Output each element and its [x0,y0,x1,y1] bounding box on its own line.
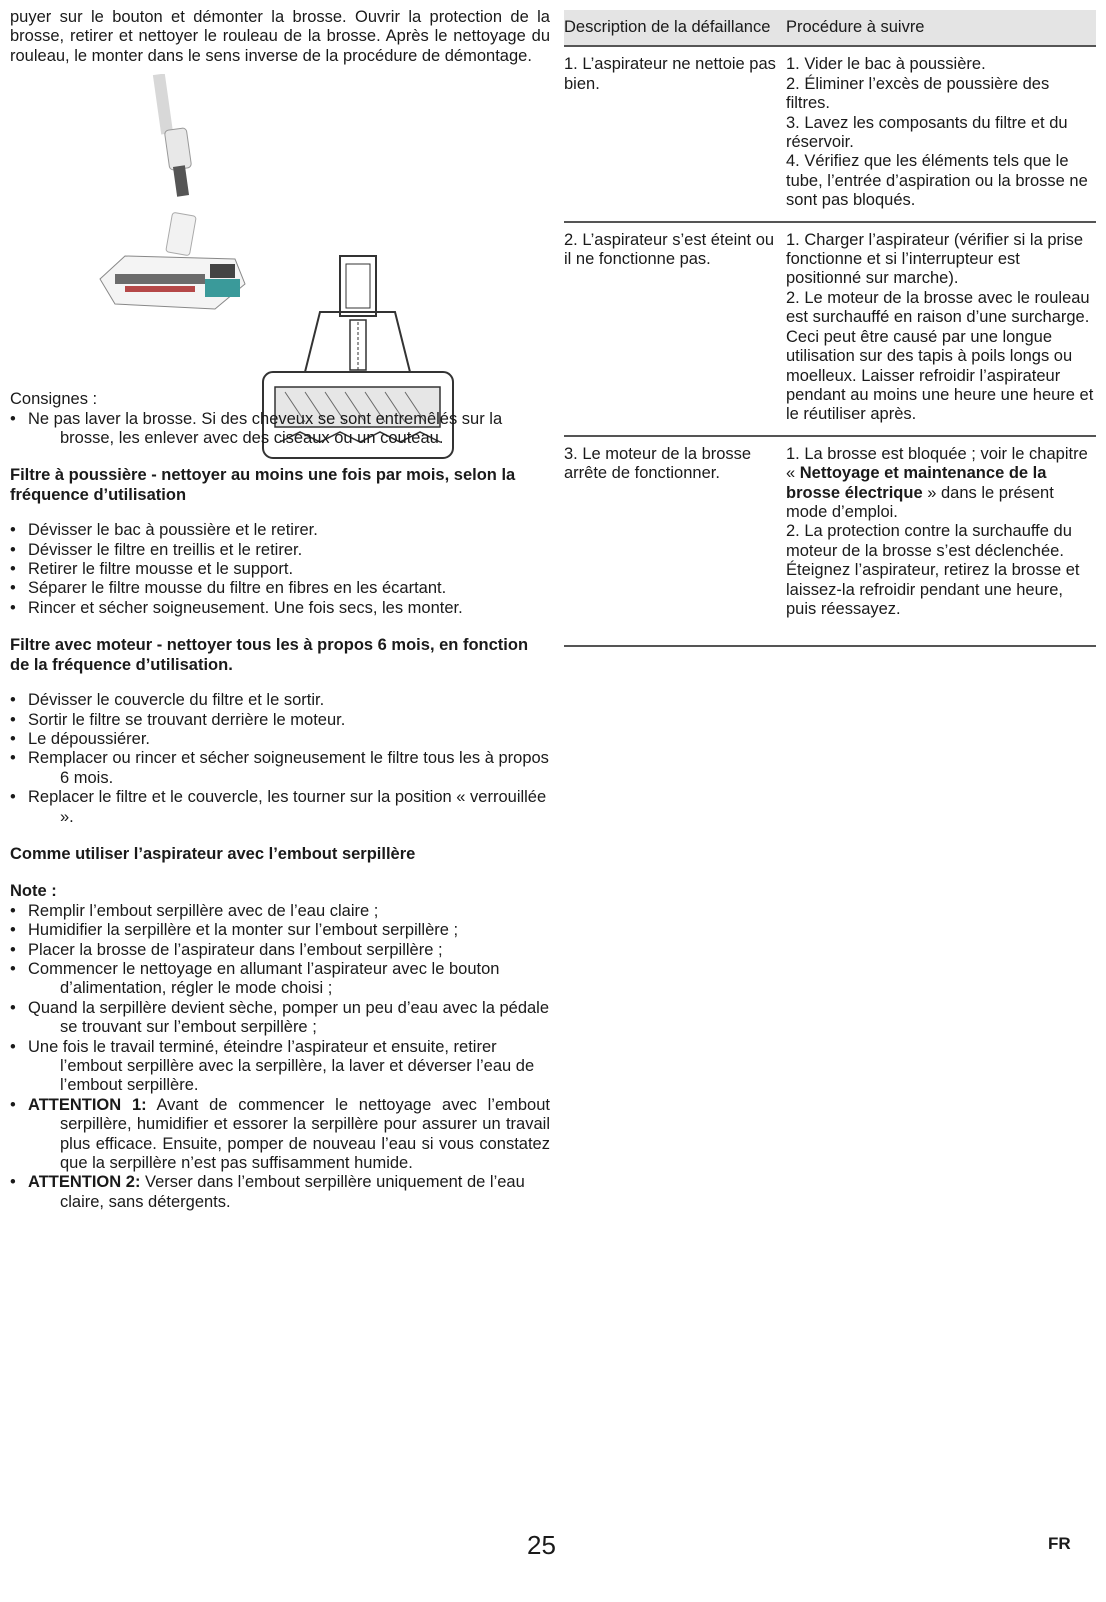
intro-paragraph: puyer sur le bouton et démonter la brosse. Ouvrir la protection de la brosse, retirer et nettoyer le rouleau de la brosse. Après le nettoyage du rouleau, le monter dans le sens inverse de la procédure de démontage. [10,8,550,65]
serpillere-heading: Comme utiliser l’aspirateur avec l’embout serpillère [10,844,416,863]
procedure-step: 2. Éliminer l’excès de poussière des filtres. [786,74,1050,113]
list-item: • Ne pas laver la brosse. Si des cheveux se sont entremêlés sur la brosse, les enlever avec des ciseaux ou un couteau. [10,410,550,449]
list-item: • Dévisser le filtre en treillis et le retirer. [10,541,550,560]
problem-cell: 2. L’aspirateur s’est éteint ou il ne fonctionne pas. [564,222,786,436]
list-item: • Dévisser le bac à poussière et le retirer. [10,521,550,540]
list-item: • Séparer le filtre mousse du filtre en fibres en les écartant. [10,579,550,598]
header-procedure: Procédure à suivre [786,10,1096,46]
right-column [564,10,1096,647]
problem-cell: 3. Le moteur de la brosse arrête de fonctionner. [564,436,786,647]
list-item: • Rincer et sécher soigneusement. Une fois secs, les monter. [10,599,550,618]
filtre-poussiere-heading: Filtre à poussière - nettoyer au moins une fois par mois, selon la fréquence d’utilisation [10,466,516,504]
procedure-cell [786,222,1096,436]
consignes-list [10,410,550,449]
brush-figure [10,74,550,384]
page-number: 25 [527,1530,556,1560]
procedure-cell [786,436,1096,647]
procedure-cell [786,46,1096,221]
procedure-step: 3. Lavez les composants du filtre et du réservoir. [786,113,1068,152]
procedure-step: 2. Le moteur de la brosse avec le rouleau est surchauffé en raison d’une surcharge. Ceci peut être causé par une longue utilisation sur des tapis à poils longs ou moelleux. Laisser refroidir l’aspirateur pendant au moins une heure une heure et le réutiliser après. [786,288,1094,424]
table-row [564,222,1096,436]
list-item: • Quand la serpillère devient sèche, pomper un peu d’eau avec la pédale se trouvant sur l’embout serpillère ; [10,999,550,1038]
attention-2-label: ATTENTION 2: [28,1173,141,1192]
list-item: • Retirer le filtre mousse et le support. [10,560,550,579]
attention-1-item [10,1096,550,1174]
procedure-step: 1. Charger l’aspirateur (vérifier si la prise fonctionne et si l’interrupteur est positionné sur marche). [786,230,1084,288]
table-header-row [564,10,1096,46]
note-label: Note : [10,882,57,901]
left-column [10,8,550,1212]
header-description: Description de la défaillance [564,10,786,46]
procedure-step: 2. La protection contre la surchauffe du moteur de la brosse s’est déclenchée. Éteignez l’aspirateur, retirez la brosse et laissez-la refroidir pendant une heure, puis réessayez. [786,522,1080,618]
list-item: • Remplacer ou rincer et sécher soigneusement le filtre tous les à propos 6 mois. [10,749,550,788]
language-code: FR [1048,1534,1071,1553]
serpillere-list [10,902,550,1213]
list-item: • Commencer le nettoyage en allumant l’aspirateur avec le bouton d’alimentation, régler le mode choisi ; [10,960,550,999]
list-item: • Le dépoussiérer. [10,730,550,749]
step-text: » dans le présent mode d’emploi. [786,483,1054,521]
attention-2-item [10,1173,550,1212]
table-row [564,436,1096,647]
list-item: • Replacer le filtre et le couvercle, les tourner sur la position « verrouillée ». [10,788,550,827]
list-item: • Une fois le travail terminé, éteindre l’aspirateur et ensuite, retirer l’embout serpillère avec la serpillère, la laver et déverser l’eau de l’embout serpillère. [10,1038,550,1096]
list-item: • Remplir l’embout serpillère avec de l’eau claire ; [10,902,550,921]
list-item: • Dévisser le couvercle du filtre et le sortir. [10,691,550,710]
step-text: 1. La brosse est bloquée ; voir le chapitre « [786,444,1088,483]
list-item: • Humidifier la serpillère et la monter sur l’embout serpillère ; [10,921,550,940]
brush-head-photo-icon [95,74,255,324]
procedure-step [786,445,1096,523]
filtre-moteur-list [10,691,550,827]
troubleshooting-table [564,10,1096,647]
attention-1-text: Avant de commencer le nettoyage avec l’embout serpillère, humidifier et essorer la serpillère pour assurer un travail plus efficace. Ensuite, pomper de nouveau l’eau si vous constatez que la serpillère n’est pas suffisamment humide. [60,1095,550,1173]
attention-1-label: ATTENTION 1: [28,1095,147,1114]
chapter-reference: Nettoyage et maintenance de la brosse électrique [786,464,1047,502]
procedure-step: 4. Vérifiez que les éléments tels que le tube, l’entrée d’aspiration ou la brosse ne sont pas bloqués. [786,152,1088,210]
attention-2-text: Verser dans l’embout serpillère uniquement de l’eau claire, sans détergents. [60,1173,525,1211]
filtre-moteur-heading: Filtre avec moteur - nettoyer tous les à propos 6 mois, en fonction de la fréquence d’utilisation. [10,636,529,674]
procedure-step: 1. Vider le bac à poussière. [786,55,986,74]
list-item: • Sortir le filtre se trouvant derrière le moteur. [10,711,550,730]
table-row [564,46,1096,221]
consignes-label: Consignes : [10,390,98,409]
list-item: • Placer la brosse de l’aspirateur dans l’embout serpillère ; [10,941,550,960]
problem-cell: 1. L’aspirateur ne nettoie pas bien. [564,46,786,221]
filtre-poussiere-list [10,521,550,618]
